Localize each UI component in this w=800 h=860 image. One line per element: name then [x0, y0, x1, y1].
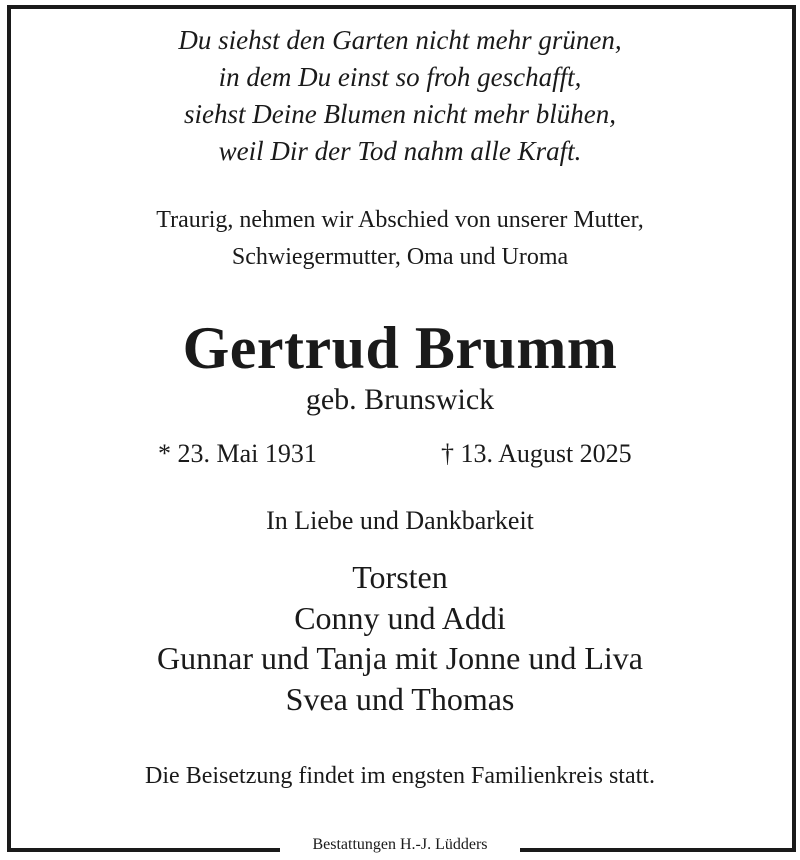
- intro-line: Schwiegermutter, Oma und Uroma: [231, 244, 569, 270]
- poem-line: siehst Deine Blumen nicht mehr blühen,: [184, 99, 616, 129]
- mourners-list: [0, 557, 800, 719]
- mourner: Torsten: [352, 559, 448, 595]
- deceased-name: Gertrud Brumm: [182, 315, 618, 381]
- birth-date: * 23. Mai 1931: [158, 439, 317, 468]
- mourner: Svea und Thomas: [285, 680, 515, 717]
- mourner: Conny und Addi: [294, 599, 506, 636]
- poem-line: in dem Du einst so froh geschafft,: [218, 62, 582, 92]
- death-date: † 13. August 2025: [441, 439, 632, 468]
- funeral-home-credit: Bestattungen H.-J. Lüdders: [280, 835, 520, 855]
- poem-line: weil Dir der Tod nahm alle Kraft.: [218, 136, 582, 166]
- intro-text: [0, 202, 800, 276]
- poem: [0, 22, 800, 170]
- birth-name: geb. Brunswick: [305, 383, 495, 416]
- dedication: In Liebe und Dankbarkeit: [266, 506, 534, 535]
- mourner: Gunnar und Tanja mit Jonne und Liva: [157, 640, 643, 676]
- poem-line: Du siehst den Garten nicht mehr grünen,: [178, 25, 622, 55]
- funeral-notice: Die Beisetzung findet im engsten Familienkreis statt.: [145, 763, 655, 789]
- intro-line: Traurig, nehmen wir Abschied von unserer Mutter,: [156, 207, 644, 233]
